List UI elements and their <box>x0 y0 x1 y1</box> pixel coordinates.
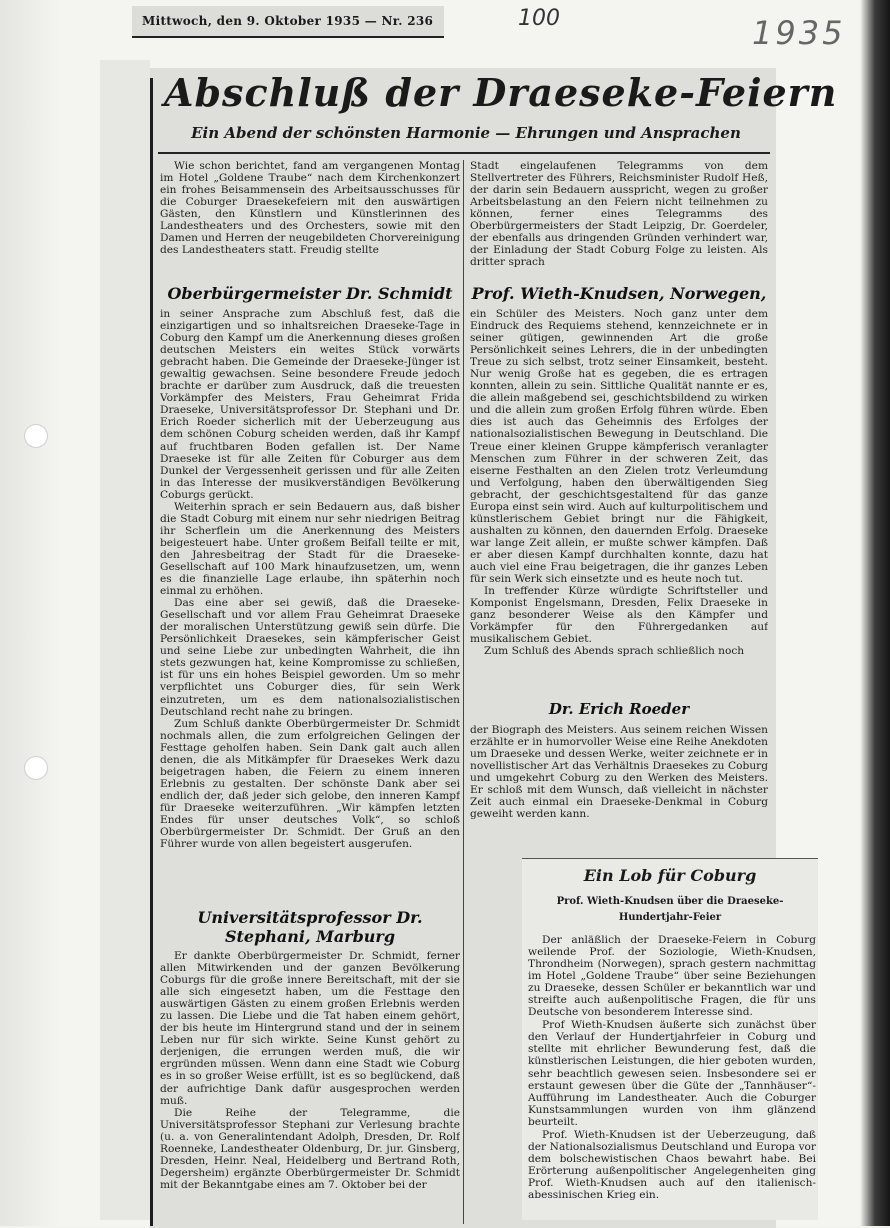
paragraph: ein Schüler des Meisters. Noch ganz unter dem Eindruck des Requiems stehend, kennzeichnete er in seiner gütigen, gewinnenden Art die große Persönlichkeit seines Lehrers, die in der unbedingten Treue zu sich selbst, trotz seiner Einsamkeit, besteht. Nur wenig Große hat es gegeben, die es ertragen konnten, allein zu sein. Sittliche Qualität nannte er es, die allein maßgebend sei, geschichtsbildend zu wirken und die allein zum großen Erfolg führen würde. Eben dies ist auch das Geheimnis des Erfolges der nationalsozialistischen Bewegung in Deutschland. Die Treue einer kleinen Gruppe kämpferisch veranlagter Menschen zum Führer in der schweren Zeit, das eiserne Festhalten an den Zielen trotz Verleumdung und Verfolgung, haben den überwältigenden Sieg gebracht, der geschichtsgestaltend für das ganze Europa einst sein wird. Auch auf kulturpolitischem und künstlerischem Gebiet bringt nur die Fähigkeit, aushalten zu können, den dauernden Erfolg. Draeseke war lange Zeit allein, er mußte schwer kämpfen. Daß er aber diesen Kampf durchhalten konnte, dazu hat auch viel eine Frau beigetragen, die ihr ganzes Leben für sein Werk sich einsetzte und es heute noch tut. <box>470 308 768 586</box>
headline-rule <box>158 152 770 154</box>
sidebar-top-rule <box>522 858 818 859</box>
paragraph: Weiterhin sprach er sein Bedauern aus, daß bisher die Stadt Coburg mit einem nur sehr niedrigen Beitrag ihr Scherflein um die Anerkennung des Meisters beigesteuert habe. Unter großem Beifall teilte er mit, den Jahresbeitrag der Stadt für die Draeseke-Gesellschaft auf 100 Mark hinaufzusetzen, um, wenn es die finanzielle Lage erlaube, ihn späterhin noch einmal zu erhöhen. <box>160 500 460 598</box>
sidebar-subtitle: Prof. Wieth-Knudsen über die Draeseke-Hundertjahr-Feier <box>556 896 784 923</box>
paragraph: Er dankte Oberbürgermeister Dr. Schmidt, ferner allen Mitwirkenden und der ganzen Bevölkerung Coburgs für die große innere Bereitschaft, mit der sie alle sich eingesetzt haben, um die Festtage den auswärtigen Gästen zu einem großen Erlebnis werden zu lassen. Die Liebe und die Tat haben einem gehört, der bis heute im Hintergrund stand und der in seinem Leben nur für sich wirkte. Seine Kunst gehört zu derjenigen, die errungen werden muß, die wir ergründen müssen. Wenn dann eine Stadt wie Coburg es in so großer Weise erfüllt, ist es so beglückend, daß der aufrichtige Dank dafür ausgesprochen werden muß. <box>160 950 460 1107</box>
sidebar-body <box>528 934 816 1201</box>
column-divider <box>463 160 464 1224</box>
paragraph: Zum Schluß dankte Oberbürgermeister Dr. Schmidt nochmals allen, die zum erfolgreichen Gelingen der Festtage geholfen haben. Sein Dank galt auch allen denen, die als Mitkämpfer für Draesekes Werk dazu beigetragen haben, die Feiern zu einem inneren Erlebnis zu gestalten. Der schönste Dank aber sei endlich der, daß jeder sich gelobe, den inneren Kampf für Draeseke weiterzuführen. „Wir kämpfen letzten Endes für unser deutsches Volk“, so schloß Oberbürgermeister Dr. Schmidt. Der Gruß an den Führer wurde von allen begeistert ausgerufen. <box>160 717 460 851</box>
paragraph: Das eine aber sei gewiß, daß die Draeseke-Gesellschaft und vor allem Frau Geheimrat Draeseke der moralischen Unterstützung gewiß sein dürfe. Die Persönlichkeit Draesekes, sein kämpferischer Geist und seine Liebe zur unbedingten Wahrheit, die ihn stets gezwungen hat, keine Kompromisse zu schließen, ist für uns ein hohes Beispiel geworden. Um so mehr verpflichtet uns Coburger dies, für sein Werk einzutreten, um es dem nationalsozialistischen Deutschland recht nahe zu bringen. <box>160 597 460 718</box>
heading-schmidt: Oberbürgermeister Dr. Schmidt <box>167 284 453 303</box>
article-headline: Abschluß der Draeseke-Feiern <box>164 70 838 115</box>
handwritten-year: 1935 <box>752 14 846 52</box>
clipping-left-rule <box>150 78 153 1226</box>
punch-hole-bottom <box>24 756 48 780</box>
bleed-through-text <box>100 60 150 1220</box>
column-stephani <box>160 950 460 1191</box>
paragraph: In treffender Kürze würdigte Schriftsteller und Komponist Engelsmann, Dresden, Felix Draeseke in ganz besonderer Weise als den Kämpfer und Vorkämpfer für den Führergedanken auf musikalischem Gebiet. <box>470 585 768 646</box>
heading-stephani <box>160 908 460 946</box>
handwritten-page-number: 100 <box>518 6 560 31</box>
paragraph: Der anläßlich der Draeseke-Feiern in Coburg weilende Prof. der Soziologie, Wieth-Knudsen, Throndheim (Norwegen), sprach gestern nachmittag im Hotel „Goldene Traube“ über seine Beziehungen zu Draeseke, dessen Schüler er bekanntlich war und streifte auch außenpolitische Fragen, die für uns Deutsche von besonderem Interesse sind. <box>528 934 816 1019</box>
paragraph: der Biograph des Meisters. Aus seinem reichen Wissen erzählte er in humorvoller Weise eine Reihe Anekdoten um Draeseke und dessen Werke, weiter zeichnete er in novellistischer Art das Verhältnis Draesekes zu Coburg und umgekehrt Coburg zu den Werken des Meisters. Er schloß mit dem Wunsch, daß vielleicht in nächster Zeit auch einmal ein Draeseke-Denkmal in Coburg geweiht werden kann. <box>470 724 768 821</box>
column-schmidt <box>160 308 460 850</box>
heading-stephani-text: Universitätsprofessor Dr. Stephani, Marburg <box>197 908 423 946</box>
heading-wieth-knudsen: Prof. Wieth-Knudsen, Norwegen, <box>471 284 767 303</box>
punch-hole-top <box>24 424 48 448</box>
article-subheadline: Ein Abend der schönsten Harmonie — Ehrungen und Ansprachen <box>191 124 741 142</box>
paragraph: Zum Schluß des Abends sprach schließlich noch <box>484 645 745 658</box>
paragraph: Prof Wieth-Knudsen äußerte sich zunächst über den Verlauf der Hundertjahrfeier in Coburg und stellte mit ehrlicher Bewunderung fest, daß die künstlerischen Leistungen, die hier geboten wurden, sehr beachtlich gewesen seien. Insbesondere sei er erstaunt gewesen über die Güte der „Tannhäuser“-Aufführung im Landestheater. Auch die Coburger Kunstsammlungen wurden von ihm glänzend beurteilt. <box>528 1019 816 1128</box>
article-lead <box>160 160 460 256</box>
column-wieth-knudsen <box>470 308 768 657</box>
column-telegrams <box>470 160 768 268</box>
paragraph: Stadt eingelaufenen Telegramms von dem Stellvertreter des Führers, Reichsminister Rudolf Heß, der darin sein Bedauern ausspricht, wegen zu großer Arbeitsbelastung an den Feiern nicht teilnehmen zu können, ferner eines Telegramms des Oberbürgermeisters der Stadt Leipzig, Dr. Goerdeler, der ebenfalls aus dringenden Gründen verhindert war, der Einladung der Stadt Coburg Folge zu leisten. Als dritter sprach <box>470 160 768 269</box>
dateline-text: Mittwoch, den 9. Oktober 1935 — Nr. 236 <box>142 14 434 28</box>
heading-roeder: Dr. Erich Roeder <box>548 700 690 718</box>
paragraph: Die Reihe der Telegramme, die Universitätsprofessor Stephani zur Verlesung brachte (u. a. von Generalintendant Adolph, Dresden, Dr. Rolf Roenneke, Landestheater Oldenburg, Dr. jur. Ginsberg, Dresden, Heinr. Neal, Heidelberg und Bertrand Roth, Degersheim) ergänzte Oberbürgermeister Dr. Schmidt mit der Bekanntgabe eines am 7. Oktober bei der <box>160 1106 460 1191</box>
column-roeder <box>470 724 768 820</box>
dateline-strip <box>132 6 444 38</box>
paragraph: Prof. Wieth-Knudsen ist der Ueberzeugung, daß der Nationalsozialismus Deutschland und Europa vor dem bolschewistischen Chaos bewahrt habe. Bei Erörterung außenpolitischer Angelegenheiten ging Prof. Wieth-Knudsen auch auf den italienisch-abessinischen Krieg ein. <box>528 1128 816 1201</box>
sidebar-title: Ein Lob für Coburg <box>583 866 757 885</box>
lead-paragraph: Wie schon berichtet, fand am vergangenen Montag im Hotel „Goldene Traube“ nach dem Kirchenkonzert ein frohes Beisammensein des Arbeitsausschusses für die Coburger Draesekefeiern mit den auswärtigen Gästen, den Künstlern und Künstlerinnen des Landestheaters und des Orchesters, sowie mit den Damen und Herren der neugebildeten Chorvereinigung des Landestheaters statt. Freudig stellte <box>160 160 460 257</box>
paragraph: in seiner Ansprache zum Abschluß fest, daß die einzigartigen und so inhaltsreichen Draeseke-Tage in Coburg den Kampf um die Anerkennung dieses großen deutschen Meisters ein weites Stück vorwärts gebracht haben. Die Gemeinde der Draeseke-Jünger ist gewaltig gewachsen. Seine besondere Freude jedoch brachte er darüber zum Ausdruck, daß die treuesten Vorkämpfer des Meisters, Frau Geheimrat Frida Draeseke, Universitätsprofessor Dr. Stephani und Dr. Erich Roeder sicherlich mit der Ueberzeugung aus dem schönen Coburg scheiden werden, daß ihr Kampf auf fruchtbaren Boden gefallen ist. Der Name Draeseke ist für alle Zeiten für Coburger aus dem Dunkel der Vergessenheit gerissen und für alle Zeiten in das Interesse der musikverständigen Bevölkerung Coburgs gerückt. <box>160 308 460 501</box>
